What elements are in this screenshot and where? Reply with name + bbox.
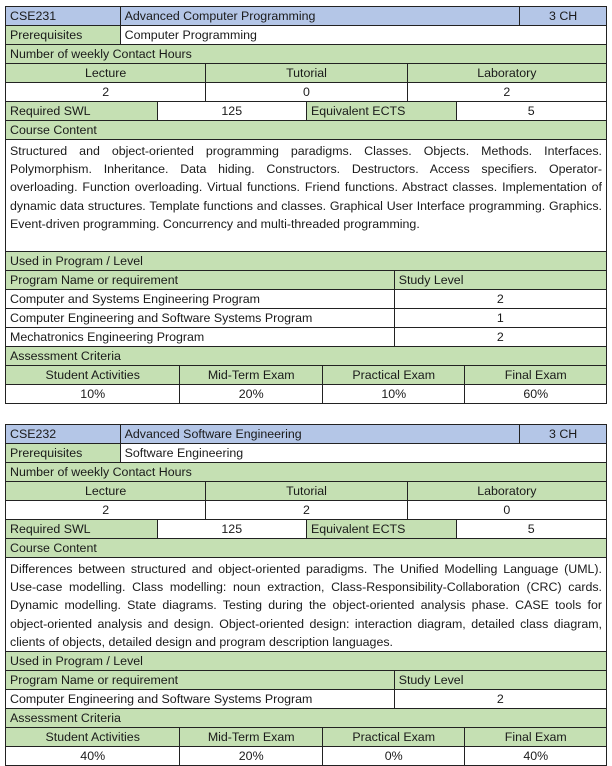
assessment-label: Assessment Criteria: [6, 709, 606, 727]
tutorial-value: 0: [206, 83, 407, 101]
assessment-title-row: [5, 347, 607, 366]
midterm-header: Mid-Term Exam: [180, 366, 323, 384]
midterm-header: Mid-Term Exam: [180, 728, 323, 746]
content-body-row: [5, 140, 607, 252]
tutorial-header: Tutorial: [206, 64, 407, 82]
program-name-header: Program Name or requirement: [6, 271, 395, 289]
final-value: 60%: [465, 385, 606, 403]
content-title-row: [5, 539, 607, 558]
course-table-cse232: [5, 424, 607, 766]
program-name: Computer Engineering and Software Systems Program: [6, 690, 395, 708]
contact-hours-label: Number of weekly Contact Hours: [6, 45, 606, 63]
contact-hours-title-row: [5, 463, 607, 482]
program-name: Mechatronics Engineering Program: [6, 328, 395, 346]
program-header-row: [5, 671, 607, 690]
content-body-row: [5, 558, 607, 652]
prerequisites-label: Prerequisites: [6, 444, 121, 462]
course-content-text: Differences between structured and object-oriented paradigms. The Unified Modelling Language (UML). Use-case modelling. Class modelling: noun extraction, Class-Responsibility-Collaboration (CRC) cards. Dynamic modelling. State diagrams. Testing during the object-oriented analysis phase. CASE tools for object-oriented analysis and design. Object-oriented design: interaction diagram, detailed class diagram, clients of objects, detailed design and program description languages.: [6, 558, 606, 651]
swl-label: Required SWL: [6, 520, 158, 538]
final-value: 40%: [465, 747, 606, 765]
study-level-header: Study Level: [395, 271, 606, 289]
student-activities-header: Student Activities: [6, 366, 180, 384]
assessment-value-row: [5, 747, 607, 766]
course-content-text: Structured and object-oriented programming paradigms. Classes. Objects. Methods. Interfaces. Polymorphism. Inheritance. Data hiding. Constructors. Destructors. Access specifiers. Operator-overloading. Function overloading. Virtual functions. Friend functions. Abstract classes. Implementation of dynamic data structures. Template functions and classes. Graphical User Interface programming. Graphics. Event-driven programming. Concurrency and multi-threaded programming.: [6, 140, 606, 251]
used-in-title-row: [5, 252, 607, 271]
midterm-value: 20%: [180, 385, 323, 403]
course-code: CSE231: [6, 7, 121, 25]
practical-value: 10%: [323, 385, 466, 403]
lecture-value: 2: [6, 83, 206, 101]
prerequisites-value: Software Engineering: [121, 444, 606, 462]
credit-hours: 3 CH: [520, 425, 606, 443]
course-title: Advanced Computer Programming: [121, 7, 521, 25]
course-header-row: [5, 424, 607, 444]
laboratory-value: 2: [408, 83, 606, 101]
program-level: 2: [395, 328, 606, 346]
assessment-header-row: [5, 366, 607, 385]
student-activities-header: Student Activities: [6, 728, 180, 746]
assessment-title-row: [5, 709, 607, 728]
program-name-header: Program Name or requirement: [6, 671, 395, 689]
course-title: Advanced Software Engineering: [121, 425, 521, 443]
credit-hours: 3 CH: [520, 7, 606, 25]
used-in-title-row: [5, 652, 607, 671]
tutorial-header: Tutorial: [206, 482, 407, 500]
prerequisites-row: [5, 444, 607, 463]
contact-hours-header-row: [5, 482, 607, 501]
contact-hours-label: Number of weekly Contact Hours: [6, 463, 606, 481]
program-level: 2: [395, 290, 606, 308]
prerequisites-value: Computer Programming: [121, 26, 606, 44]
program-row: [5, 328, 607, 347]
used-in-label: Used in Program / Level: [6, 252, 606, 270]
workload-row: [5, 102, 607, 121]
final-header: Final Exam: [465, 728, 606, 746]
prerequisites-row: [5, 26, 607, 45]
program-name: Computer and Systems Engineering Program: [6, 290, 395, 308]
laboratory-value: 0: [408, 501, 606, 519]
contact-hours-value-row: [5, 83, 607, 102]
prerequisites-label: Prerequisites: [6, 26, 121, 44]
ects-value: 5: [457, 520, 607, 538]
ects-label: Equivalent ECTS: [307, 520, 457, 538]
midterm-value: 20%: [180, 747, 323, 765]
course-content-label: Course Content: [6, 539, 606, 557]
lecture-header: Lecture: [6, 482, 206, 500]
program-level: 1: [395, 309, 606, 327]
swl-value: 125: [158, 102, 308, 120]
ects-label: Equivalent ECTS: [307, 102, 457, 120]
contact-hours-header-row: [5, 64, 607, 83]
course-header-row: [5, 6, 607, 26]
program-header-row: [5, 271, 607, 290]
laboratory-header: Laboratory: [408, 482, 606, 500]
lecture-header: Lecture: [6, 64, 206, 82]
swl-value: 125: [158, 520, 308, 538]
laboratory-header: Laboratory: [408, 64, 606, 82]
practical-value: 0%: [323, 747, 466, 765]
lecture-value: 2: [6, 501, 206, 519]
assessment-header-row: [5, 728, 607, 747]
program-row: [5, 290, 607, 309]
assessment-value-row: [5, 385, 607, 404]
assessment-label: Assessment Criteria: [6, 347, 606, 365]
workload-row: [5, 520, 607, 539]
program-name: Computer Engineering and Software Systems Program: [6, 309, 395, 327]
student-activities-value: 10%: [6, 385, 180, 403]
used-in-label: Used in Program / Level: [6, 652, 606, 670]
swl-label: Required SWL: [6, 102, 158, 120]
tutorial-value: 2: [206, 501, 407, 519]
contact-hours-value-row: [5, 501, 607, 520]
practical-header: Practical Exam: [323, 366, 466, 384]
program-row: [5, 309, 607, 328]
practical-header: Practical Exam: [323, 728, 466, 746]
study-level-header: Study Level: [395, 671, 606, 689]
course-content-label: Course Content: [6, 121, 606, 139]
course-table-cse231: [5, 6, 607, 404]
student-activities-value: 40%: [6, 747, 180, 765]
content-title-row: [5, 121, 607, 140]
ects-value: 5: [457, 102, 607, 120]
course-code: CSE232: [6, 425, 121, 443]
contact-hours-title-row: [5, 45, 607, 64]
program-row: [5, 690, 607, 709]
program-level: 2: [395, 690, 606, 708]
final-header: Final Exam: [465, 366, 606, 384]
